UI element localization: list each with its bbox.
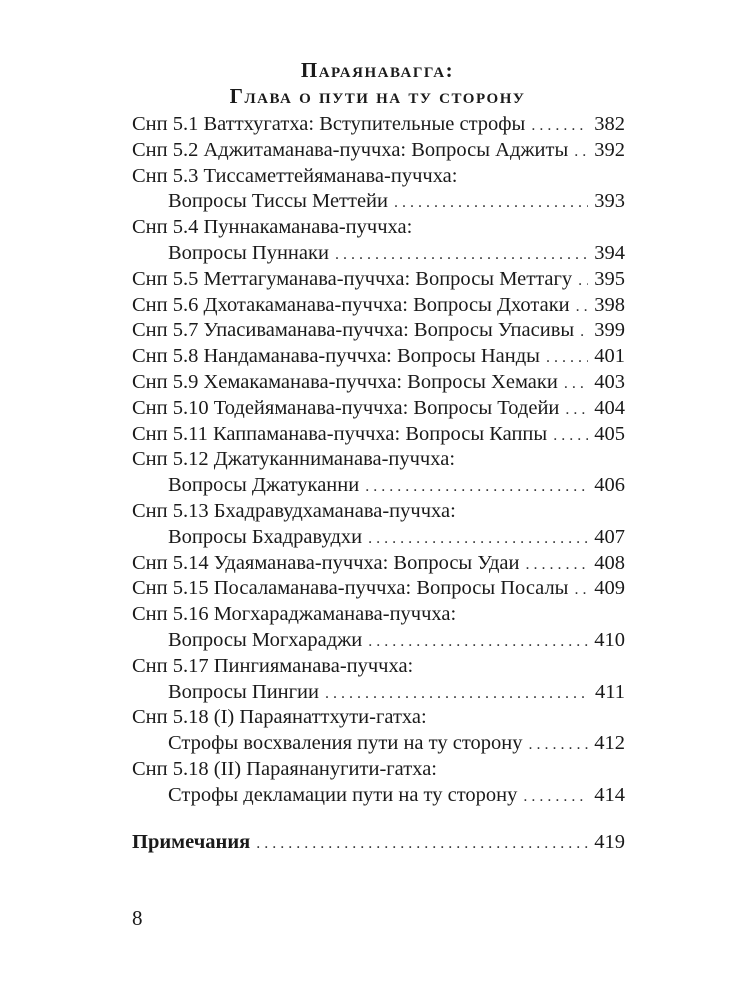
dot-leader (564, 371, 588, 397)
toc-entry[interactable] (132, 447, 625, 473)
toc-entry[interactable] (132, 293, 625, 319)
toc-entry-id: Снп 5.4 (132, 216, 199, 239)
toc-entry-subtitle: Вопросы Пуннаки (168, 241, 329, 264)
dot-leader (531, 113, 588, 139)
toc-entry-subtitle: Строфы восхваления пути на ту сторону (168, 732, 523, 755)
toc-entry-title-text: Удаяманава-пуччха: Вопросы Удаи (213, 551, 520, 574)
dot-leader (325, 681, 589, 707)
toc-entry-title-text: Пингияманава-пуччха: (213, 654, 414, 677)
toc-entry-id: Снп 5.10 (132, 396, 209, 419)
toc-entry-page: 393 (594, 190, 625, 213)
toc-entry-page: 405 (594, 422, 625, 445)
toc-entry[interactable] (132, 164, 625, 190)
toc-entry-title-text: Пуннакаманава-пуччха: (203, 216, 413, 239)
toc-entry-title (132, 576, 568, 602)
toc-entry-title-text: Хемакаманава-пуччха: Вопросы Хемаки (203, 370, 558, 393)
toc-entry-title-text: Нандаманава-пуччха: Вопросы Нанды (203, 345, 540, 368)
toc-entry-title-text: Параянаттхути-гатха: (239, 706, 427, 729)
toc-entry-title (132, 138, 568, 164)
toc-entry[interactable] (132, 370, 625, 396)
toc-entry-id: Снп 5.2 (132, 138, 199, 161)
toc-entry[interactable] (132, 215, 625, 241)
dot-leader (565, 397, 588, 423)
toc-entry-id: Снп 5.5 (132, 267, 199, 290)
toc-entry-title-text: Упасиваманава-пуччха: Вопросы Упасивы (203, 319, 575, 342)
toc-entry-title (132, 318, 574, 344)
toc-entry-continuation[interactable] (132, 525, 625, 551)
toc-entry-subtitle: Вопросы Тиссы Меттейи (168, 190, 388, 213)
toc-entry-title (132, 602, 456, 628)
toc-entry-continuation[interactable] (132, 473, 625, 499)
toc-entry-title-text: Бхадравудхаманава-пуччха: (213, 499, 456, 522)
toc-entry-title (132, 654, 413, 680)
toc-entry-title-text: Посаламанава-пуччха: Вопросы Посалы (213, 577, 569, 600)
toc-entry-continuation[interactable] (132, 628, 625, 654)
toc-entry-page: 414 (594, 783, 625, 806)
toc-entry-page: 398 (594, 293, 625, 316)
toc-entry-title (132, 705, 427, 731)
dot-leader (576, 294, 589, 320)
page-number: 8 (132, 906, 143, 930)
toc-entry[interactable] (132, 551, 625, 577)
toc-entry-continuation[interactable] (132, 731, 625, 757)
toc-entry[interactable] (132, 602, 625, 628)
toc-entry-title (132, 396, 559, 422)
toc-entry-page: 410 (594, 628, 625, 651)
toc-entry-id: Снп 5.11 (132, 422, 208, 445)
toc-entry-id: Снп 5.13 (132, 499, 209, 522)
toc-entry[interactable] (132, 138, 625, 164)
toc-entry-title (132, 551, 519, 577)
toc-entry[interactable] (132, 705, 625, 731)
toc-entry[interactable] (132, 654, 625, 680)
dot-leader (335, 242, 588, 268)
toc-entry-page: 408 (594, 551, 625, 574)
toc-entry-notes[interactable] (132, 831, 625, 857)
toc-entry-page: 403 (594, 370, 625, 393)
toc-entry-id: Снп 5.8 (132, 345, 199, 368)
dot-leader (394, 190, 588, 216)
toc-entry-title-text: Каппаманава-пуччха: Вопросы Каппы (212, 422, 548, 445)
toc-entry-subtitle: Вопросы Могхараджи (168, 628, 363, 651)
toc-entry[interactable] (132, 112, 625, 138)
section-heading-line2: Глава о пути на ту сторону (229, 84, 526, 108)
toc-entry-title (132, 267, 572, 293)
toc-entry[interactable] (132, 318, 625, 344)
toc-entry-subtitle: Вопросы Бхадравудхи (168, 525, 363, 548)
toc-entry-page: 411 (595, 680, 625, 703)
section-heading-line1: Параянавагга: (300, 58, 455, 82)
toc-entry[interactable] (132, 396, 625, 422)
toc-entry-title-text: Параянанугити-гатха: (246, 757, 437, 780)
toc-entry-id: Снп 5.14 (132, 551, 209, 574)
toc-entry-page: 392 (594, 138, 625, 161)
toc-entry-title-text: Тодейяманава-пуччха: Вопросы Тодейи (213, 396, 560, 419)
toc-entry-title-text: Дхотакаманава-пуччха: Вопросы Дхотаки (203, 293, 570, 316)
toc-entry-subtitle: Вопросы Джатуканни (168, 474, 360, 497)
toc-entry-title (132, 447, 455, 473)
toc-entry[interactable] (132, 344, 625, 370)
toc-entry-continuation[interactable] (132, 241, 625, 267)
toc-entry[interactable] (132, 422, 625, 448)
toc-entry-page: 419 (594, 831, 625, 853)
toc-entry-id: Снп 5.6 (132, 293, 199, 316)
toc-entry-title-text: Джатуканниманава-пуччха: (213, 448, 456, 471)
toc-entry-continuation[interactable] (132, 783, 625, 809)
toc-entry-page: 407 (594, 525, 625, 548)
toc-entry-id: Снп 5.16 (132, 603, 209, 626)
dot-leader (574, 577, 588, 603)
dot-leader (553, 423, 588, 449)
toc-entry-title-text: Ваттхугатха: Вступительные строфы (203, 113, 526, 135)
table-of-contents (132, 112, 625, 809)
toc-entry-subtitle: Строфы декламации пути на ту сторону (168, 783, 518, 806)
toc-entry-continuation[interactable] (132, 680, 625, 706)
toc-entry-id: Снп 5.9 (132, 370, 199, 393)
toc-entry-title (132, 215, 412, 241)
toc-entry-page: 412 (594, 732, 625, 755)
toc-entry-title: Примечания (132, 831, 251, 853)
toc-entry-id: Снп 5.12 (132, 448, 209, 471)
toc-entry-title (132, 422, 547, 448)
toc-entry-title (132, 112, 525, 138)
toc-entry-title-text: Аджитаманава-пуччха: Вопросы Аджиты (203, 138, 569, 161)
dot-leader (368, 629, 588, 655)
toc-entry-id: Снп 5.15 (132, 577, 209, 600)
toc-entry-page: 406 (594, 474, 625, 497)
dot-leader (546, 345, 588, 371)
dot-leader (525, 552, 588, 578)
toc-entry-title (132, 164, 457, 190)
toc-entry-id: Снп 5.18 (I) (132, 706, 235, 729)
toc-entry-page: 399 (594, 319, 625, 342)
toc-entry-page: 401 (594, 345, 625, 368)
toc-entry-title (132, 293, 570, 319)
toc-entry-page: 409 (594, 577, 625, 600)
toc-entry-continuation[interactable] (132, 189, 625, 215)
toc-entry-id: Снп 5.18 (II) (132, 757, 242, 780)
toc-entry-page: 382 (594, 113, 625, 135)
toc-entry-id: Снп 5.7 (132, 319, 199, 342)
toc-entry-title-text: Тиссаметтейяманава-пуччха: (203, 164, 458, 187)
toc-entry-subtitle: Вопросы Пингии (168, 680, 319, 703)
toc-entry-title (132, 757, 437, 783)
dot-leader (365, 474, 588, 500)
toc-entry[interactable] (132, 267, 625, 293)
toc-entry-title-text: Меттагуманава-пуччха: Вопросы Меттагу (203, 267, 573, 290)
toc-entry-id: Снп 5.3 (132, 164, 199, 187)
toc-entry-title (132, 499, 456, 525)
toc-entry-title (132, 370, 558, 396)
dot-leader (368, 526, 588, 552)
dot-leader (523, 784, 588, 810)
toc-entry-id: Снп 5.17 (132, 654, 209, 677)
dot-leader (256, 835, 588, 853)
toc-entry-title-text: Могхараджаманава-пуччха: (213, 603, 457, 626)
toc-entry-title (132, 344, 540, 370)
toc-entry-page: 394 (594, 241, 625, 264)
toc-entry-page: 404 (594, 396, 625, 419)
toc-entry-page: 395 (594, 267, 625, 290)
toc-entry-id: Снп 5.1 (132, 113, 199, 135)
dot-leader (580, 319, 588, 345)
toc-entry[interactable] (132, 499, 625, 525)
dot-leader (578, 268, 588, 294)
dot-leader (574, 139, 588, 165)
dot-leader (528, 732, 588, 758)
toc-entry[interactable] (132, 757, 625, 783)
toc-entry[interactable] (132, 576, 625, 602)
